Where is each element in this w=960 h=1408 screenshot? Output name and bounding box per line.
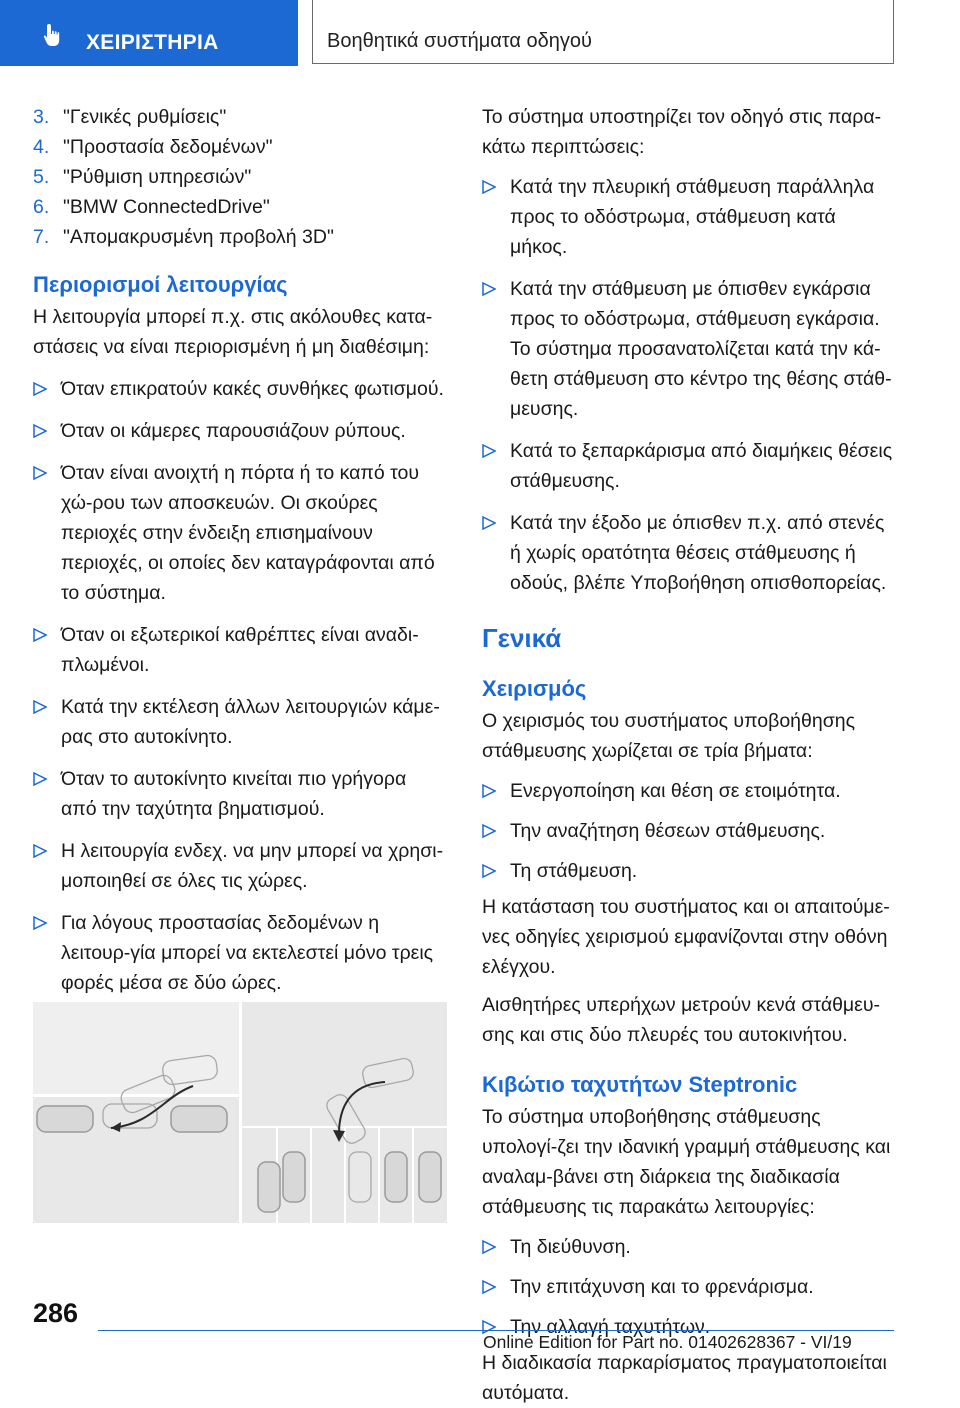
limits-intro: Η λειτουργία μπορεί π.χ. στις ακόλουθες κατα-στάσεις να είναι περιορισμένη ή μη διαθέσιμη:: [33, 306, 433, 358]
list-item: [482, 816, 896, 846]
triangle-bullet-icon: [33, 844, 47, 858]
left-column: [33, 100, 447, 1125]
triangle-bullet-icon: [482, 824, 496, 838]
list-item-text: Όταν οι κάμερες παρουσιάζουν ρύπους.: [61, 420, 406, 442]
general-heading: Γενικά: [482, 623, 562, 653]
list-item: [33, 416, 447, 446]
list-item-text: Ενεργοποίηση και θέση σε ετοιμότητα.: [510, 780, 841, 802]
operation-intro: Ο χειρισμός του συστήματος υποβοήθησης στάθμευσης χωρίζεται σε τρία βήματα:: [482, 710, 855, 762]
steptronic-heading: Κιβώτιο ταχυτήτων Steptronic: [482, 1072, 798, 1097]
chapter-title: Βοηθητικά συστήματα οδηγού: [327, 30, 592, 52]
cases-list: [482, 172, 896, 598]
numbered-item: [33, 102, 447, 132]
status-paragraph: Η κατάσταση του συστήματος και οι απαιτούμε-νες οδηγίες χειρισμού εμφανίζονται στην οθόνη ελέγχου.: [482, 896, 890, 978]
item-number: 3.: [33, 106, 50, 128]
list-item: [482, 856, 896, 886]
section-tab[interactable]: [0, 0, 298, 66]
triangle-bullet-icon: [482, 1240, 496, 1254]
list-item: [33, 458, 447, 608]
sensor-paragraph: Αισθητήρες υπερήχων μετρούν κενά στάθμευ-σης και στις δύο πλευρές του αυτοκινήτου.: [482, 994, 881, 1046]
section-tab-label: ΧΕΙΡΙΣΤΗΡΙΑ: [86, 31, 219, 54]
list-item-text: Όταν επικρατούν κακές συνθήκες φωτισμού.: [61, 378, 444, 400]
item-text: "Απομακρυσμένη προβολή 3D": [63, 226, 334, 248]
numbered-item: [33, 132, 447, 162]
list-item: [482, 776, 896, 806]
intro-text: Το σύστημα υποστηρίζει τον οδηγό στις παρα-κάτω περιπτώσεις:: [482, 106, 882, 158]
list-item: [482, 508, 896, 598]
list-item: [33, 692, 447, 752]
footer-divider: [98, 1330, 894, 1331]
chapter-header: [312, 0, 894, 64]
page-number: 286: [33, 1298, 79, 1328]
steps-list: [482, 776, 896, 886]
list-item-text: Την αλλαγή ταχυτήτων.: [510, 1316, 711, 1338]
triangle-bullet-icon: [33, 382, 47, 396]
triangle-bullet-icon: [482, 516, 496, 530]
triangle-bullet-icon: [33, 466, 47, 480]
functions-list: [482, 1232, 896, 1342]
triangle-bullet-icon: [482, 864, 496, 878]
operation-heading: Χειρισμός: [482, 676, 587, 701]
list-item-text: Όταν είναι ανοιχτή η πόρτα ή το καπό του χώ-ρου των αποσκευών. Οι σκούρες περιοχές στην ένδειξη επισημαίνουν περιοχές, οι οποίες δεν καταγράφονται από το σύστημα.: [61, 462, 435, 604]
list-item: [482, 274, 896, 424]
list-item-text: Κατά την πλευρική στάθμευση παράλληλα προς το οδόστρωμα, στάθμευση κατά μήκος.: [510, 176, 875, 258]
triangle-bullet-icon: [482, 1280, 496, 1294]
list-item: [482, 1232, 896, 1262]
item-number: 5.: [33, 166, 50, 188]
triangle-bullet-icon: [33, 424, 47, 438]
triangle-bullet-icon: [33, 700, 47, 714]
list-item-text: Κατά την έξοδο με όπισθεν π.χ. από στενές ή χωρίς ορατότητα θέσεις στάθμευσης ή οδούς, βλέπε Υποβοήθηση οπισθοπορείας.: [510, 512, 887, 594]
steptronic-intro: Το σύστημα υποβοήθησης στάθμευσης υπολογί-ζει την ιδανική γραμμή στάθμευσης και αναλαμ-βάνει στη διάρκεια της διαδικασία στάθμευσης τις παρακάτω λειτουργίες:: [482, 1106, 891, 1218]
item-text: "Προστασία δεδομένων": [63, 136, 273, 158]
closing-paragraph: Η διαδικασία παρκαρίσματος πραγματοποιείται αυτόματα.: [482, 1352, 887, 1404]
list-item-text: Κατά την εκτέλεση άλλων λειτουργιών κάμε-ρας στο αυτοκίνητο.: [61, 696, 440, 748]
list-item-text: Την αναζήτηση θέσεων στάθμευσης.: [510, 820, 826, 842]
limits-heading: Περιορισμοί λειτουργίας: [33, 272, 288, 297]
edition-text: Online Edition for Part no. 01402628367 - VI/19: [483, 1332, 852, 1352]
right-column: [482, 100, 896, 1408]
list-item: [482, 1272, 896, 1302]
list-item: [33, 764, 447, 824]
list-item: [482, 172, 896, 262]
list-item-text: Κατά την στάθμευση με όπισθεν εγκάρσια προς το οδόστρωμα, στάθμευση εγκάρσια. Το σύστημα προσανατολίζεται κατά την κά-θετη στάθμευση στο κέντρο της θέσης στάθ-μευσης.: [510, 278, 892, 420]
triangle-bullet-icon: [482, 444, 496, 458]
triangle-bullet-icon: [33, 916, 47, 930]
item-number: 4.: [33, 136, 50, 158]
list-item-text: Την επιτάχυνση και το φρενάρισμα.: [510, 1276, 814, 1298]
triangle-bullet-icon: [482, 784, 496, 798]
list-item-text: Τη διεύθυνση.: [510, 1236, 631, 1258]
list-item: [33, 908, 447, 998]
numbered-item: [33, 222, 447, 252]
list-item-text: Κατά το ξεπαρκάρισμα από διαμήκεις θέσεις στάθμευσης.: [510, 440, 893, 492]
list-item: [33, 374, 447, 404]
parking-illustration: [33, 1002, 447, 1223]
numbered-item: [33, 162, 447, 192]
list-item: [33, 620, 447, 680]
limits-list: [33, 374, 447, 998]
list-item: [482, 436, 896, 496]
triangle-bullet-icon: [33, 628, 47, 642]
list-item-text: Όταν το αυτοκίνητο κινείται πιο γρήγορα από την ταχύτητα βηματισμού.: [61, 768, 407, 820]
triangle-bullet-icon: [33, 772, 47, 786]
list-item-text: Τη στάθμευση.: [510, 860, 638, 882]
item-number: 7.: [33, 226, 50, 248]
numbered-item: [33, 192, 447, 222]
list-item: [33, 836, 447, 896]
triangle-bullet-icon: [482, 180, 496, 194]
list-item-text: Για λόγους προστασίας δεδομένων η λειτουρ-γία μπορεί να εκτελεστεί μόνο τρεις φορές μέσα σε δύο ώρες.: [61, 912, 434, 994]
item-text: "Ρύθμιση υπηρεσιών": [63, 166, 252, 188]
item-text: "Γενικές ρυθμίσεις": [63, 106, 227, 128]
list-item-text: Όταν οι εξωτερικοί καθρέπτες είναι αναδι-πλωμένοι.: [61, 624, 419, 676]
list-item-text: Η λειτουργία ενδεχ. να μην μπορεί να χρησι-μοποιηθεί σε όλες τις χώρες.: [61, 840, 444, 892]
triangle-bullet-icon: [482, 282, 496, 296]
item-text: "BMW ConnectedDrive": [63, 196, 270, 218]
hand-touch-icon: [42, 22, 66, 48]
item-number: 6.: [33, 196, 50, 218]
